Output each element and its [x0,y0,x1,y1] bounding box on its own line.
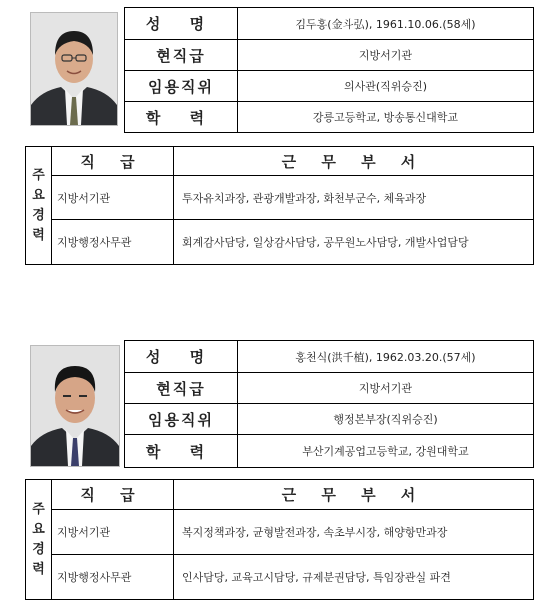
dept-header: 근 무 부 서 [174,147,534,176]
profile-photo [30,12,118,126]
info-table [124,7,534,133]
career-dept-2: 회계감사담당, 일상감사담당, 공무원노사담당, 개발사업담당 [174,220,534,265]
career-dept-1: 복지정책과장, 균형발전과장, 속초부시장, 해양항만과장 [174,510,534,555]
career-grade-2: 지방행정사무관 [52,555,174,600]
career-grade-1: 지방서기관 [52,510,174,555]
position-value: 지방서기관 [238,40,534,71]
grade-header: 직 급 [52,480,174,510]
name-value: 홍천식(洪千植), 1962.03.20.(57세) [238,341,534,373]
career-label: 주요경력 [26,147,52,265]
career-table [25,479,534,600]
profile-photo [30,345,120,467]
education-label: 학 력 [125,435,238,468]
name-label: 성 명 [125,8,238,40]
position-value: 지방서기관 [238,373,534,404]
career-grade-1: 지방서기관 [52,176,174,220]
appointment-value: 행정본부장(직위승진) [238,404,534,435]
education-value: 부산기계공업고등학교, 강원대학교 [238,435,534,468]
grade-header: 직 급 [52,147,174,176]
position-label: 현직급 [125,373,238,404]
dept-header: 근 무 부 서 [174,480,534,510]
career-dept-2: 인사담당, 교육고시담당, 규제분권담당, 특임장관실 파견 [174,555,534,600]
appointment-label: 임용직위 [125,404,238,435]
career-label: 주요경력 [26,480,52,600]
education-label: 학 력 [125,102,238,133]
career-grade-2: 지방행정사무관 [52,220,174,265]
career-table [25,146,534,265]
appointment-label: 임용직위 [125,71,238,102]
education-value: 강릉고등학교, 방송통신대학교 [238,102,534,133]
appointment-value: 의사관(직위승진) [238,71,534,102]
name-value: 김두홍(金斗弘), 1961.10.06.(58세) [238,8,534,40]
position-label: 현직급 [125,40,238,71]
info-table [124,340,534,468]
career-dept-1: 투자유치과장, 관광개발과장, 화천부군수, 체육과장 [174,176,534,220]
name-label: 성 명 [125,341,238,373]
